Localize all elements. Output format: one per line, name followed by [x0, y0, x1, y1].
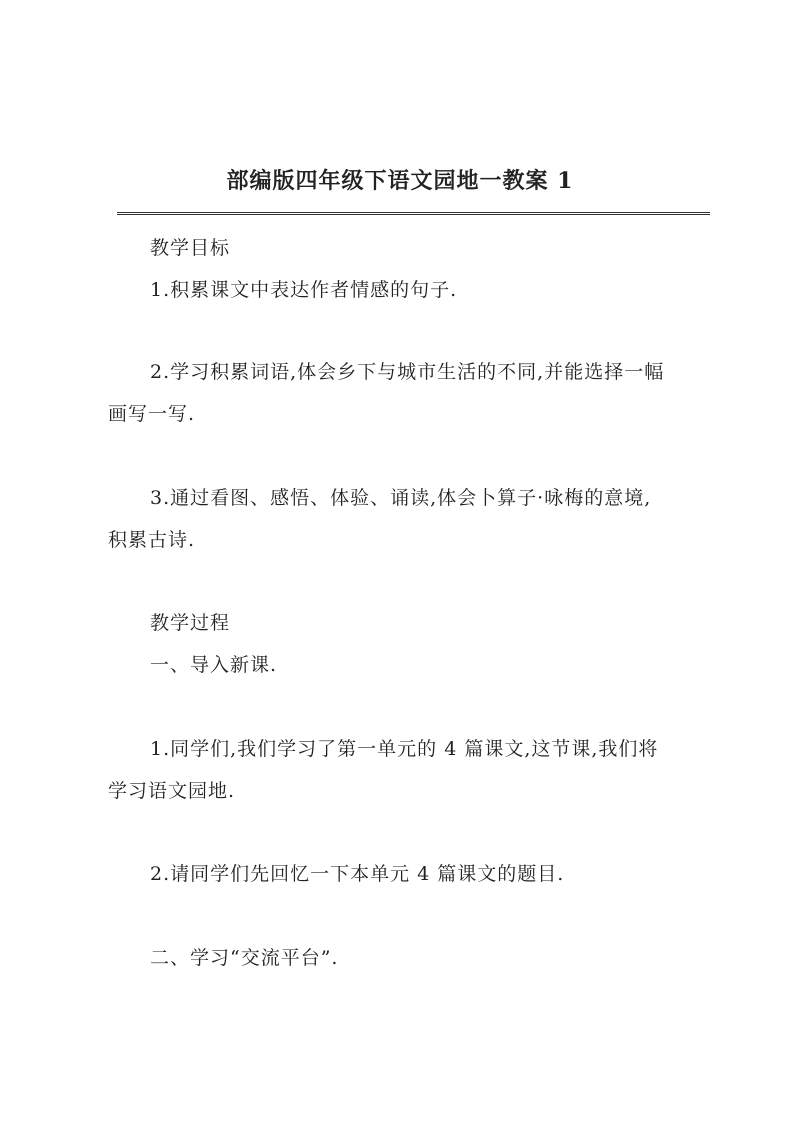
title-rule	[117, 212, 710, 215]
step-1-line-2: 学习语文园地.	[108, 780, 236, 802]
goal-2-line-1: 2.学习积累词语,体会乡下与城市生活的不同,并能选择一幅	[150, 361, 665, 383]
page-title: 部编版四年级下语文园地一教案 1	[226, 168, 574, 194]
section-2-heading: 二、学习“交流平台”.	[150, 947, 339, 969]
goal-3-line-2: 积累古诗.	[108, 529, 196, 551]
section-1-heading: 一、导入新课.	[150, 654, 278, 676]
goal-3-line-1: 3.通过看图、感悟、体验、诵读,体会卜算子·咏梅的意境,	[150, 487, 652, 509]
goal-2-line-2: 画写一写.	[108, 403, 196, 425]
step-2: 2.请同学们先回忆一下本单元 4 篇课文的题目.	[150, 863, 565, 885]
step-1-line-1: 1.同学们,我们学习了第一单元的 4 篇课文,这节课,我们将	[150, 738, 659, 760]
goal-1: 1.积累课文中表达作者情感的句子.	[150, 279, 458, 301]
heading-teaching-goals: 教学目标	[150, 237, 231, 259]
heading-teaching-process: 教学过程	[150, 612, 231, 634]
